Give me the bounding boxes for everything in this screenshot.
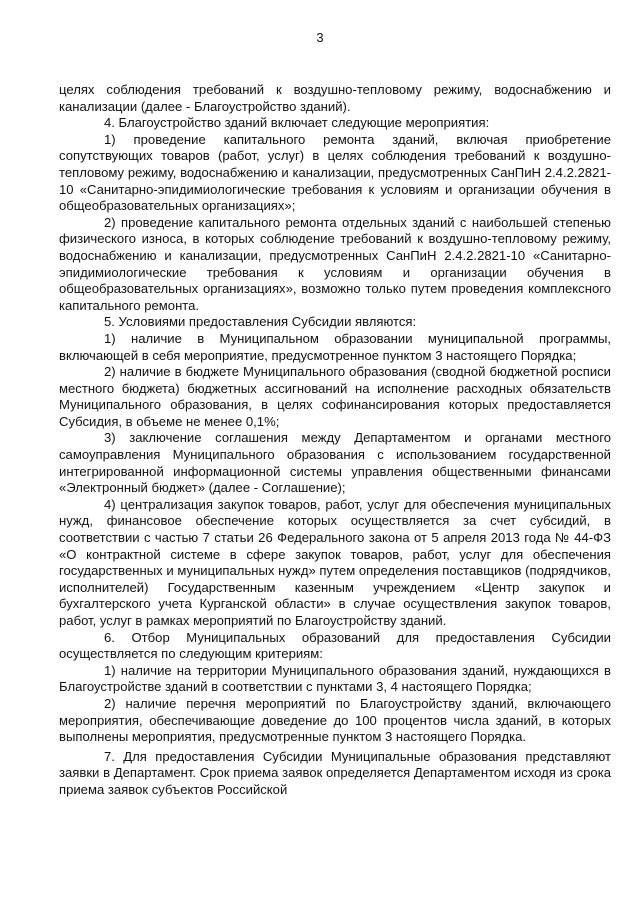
paragraph: 2) наличие перечня мероприятий по Благоустройству зданий, включающего мероприятия, обеспечивающие доведение до 100 процентов числа зданий, в которых выполнены мероприятия, предусмотренные пунктом 3 настоящего Порядка. [59, 695, 611, 745]
paragraph: целях соблюдения требований к воздушно-тепловому режиму, водоснабжению и канализации (далее - Благоустройство зданий). [59, 82, 611, 114]
paragraph: 1) наличие на территории Муниципального образования зданий, нуждающихся в Благоустройстве зданий в соответствии с пунктами 3, 4 настоящего Порядка; [59, 662, 611, 695]
paragraph: 2) проведение капитального ремонта отдельных зданий с наибольшей степенью физического износа, в которых соблюдение требований к воздушно-тепловому режиму, водоснабжению и канализации, предусмотренных СанПиН 2.4.2.2821-10 «Санитарно-эпидимиологические требования к условиям и организации обучения в общеобразовательных организациях», возможно только путем проведения комплексного капитального ремонта. [59, 214, 611, 313]
paragraph: 6. Отбор Муниципальных образований для предоставления Субсидии осуществляется по следующим критериям: [59, 629, 611, 662]
paragraph: 1) наличие в Муниципальном образовании муниципальной программы, включающей в себя мероприятие, предусмотренное пунктом 3 настоящего Порядка; [59, 330, 611, 363]
paragraph: 2) наличие в бюджете Муниципального образования (сводной бюджетной росписи местного бюджета) бюджетных ассигнований на исполнение расходных обязательств Муниципального образования, в целях софинансирования которых предоставляется Субсидия, в объеме не менее 0,1%; [59, 364, 611, 429]
document-body [59, 82, 611, 799]
paragraph: 4. Благоустройство зданий включает следующие мероприятия: [104, 115, 490, 131]
paragraph: 3) заключение соглашения между Департаментом и органами местного самоуправления Муниципального образования с использованием государственной интегрированной информационной системы управления общественными финансами «Электронный бюджет» (далее - Соглашение); [59, 430, 611, 496]
paragraph: 7. Для предоставления Субсидии Муниципальные образования представляют заявки в Департамент. Срок приема заявок определяется Департаментом исходя из срока приема заявок субъектов Российской [59, 748, 611, 797]
paragraph: 4) централизация закупок товаров, работ, услуг для обеспечения муниципальных нужд, финансовое обеспечение которых осуществляется за счет субсидий, в соответствии с частью 7 статьи 26 Федерального закона от 5 апреля 2013 года № 44-ФЗ «О контрактной системе в сфере закупок товаров, работ, услуг для обеспечения государственных и муниципальных нужд» путем определения поставщиков (подрядчиков, исполнителей) Государственным казенным учреждением «Центр закупок и бухгалтерского учета Курганской области» в случае осуществления закупок товаров, работ, услуг в рамках мероприятий по Благоустройству зданий. [59, 496, 611, 628]
paragraph: 1) проведение капитального ремонта зданий, включая приобретение сопутствующих товаров (работ, услуг) в целях соблюдения требований к воздушно-тепловому режиму, водоснабжению и канализации, предусмотренных СанПиН 2.4.2.2821-10 «Санитарно-эпидимиологические требования к условиям и организации обучения в общеобразовательных организациях»; [59, 131, 611, 214]
paragraph: 5. Условиями предоставления Субсидии являются: [104, 314, 417, 330]
page-number: 3 [316, 30, 324, 45]
